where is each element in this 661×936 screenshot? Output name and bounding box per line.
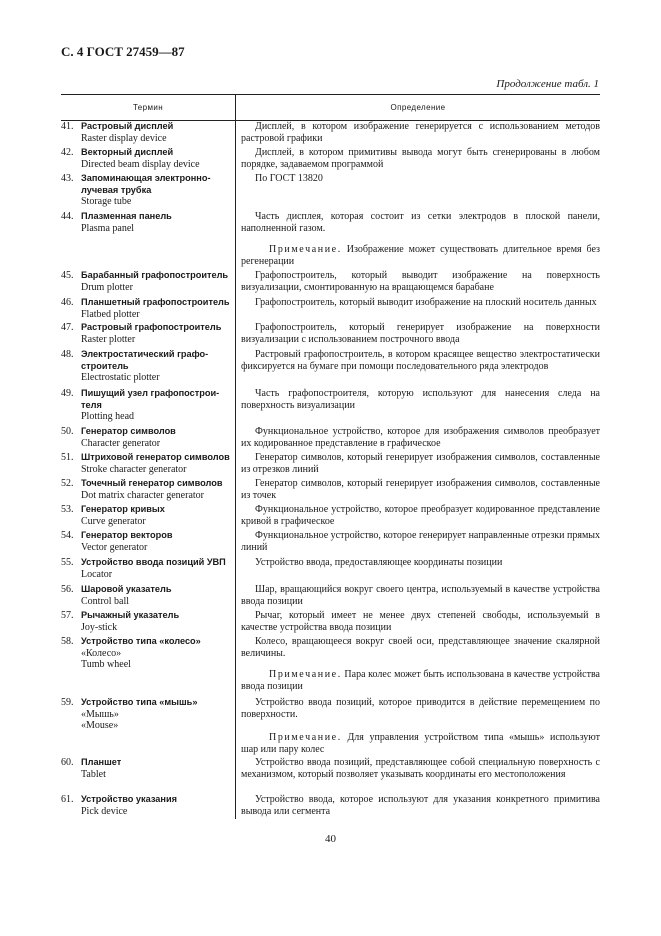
term-russian: Растровый графопостроитель <box>81 322 222 332</box>
term-cell <box>61 794 233 817</box>
term-russian: Планшетный графопостроитель <box>81 297 230 307</box>
term-english: Plasma panel <box>81 222 135 234</box>
definition-cell <box>241 147 600 170</box>
term-cell <box>61 270 233 293</box>
definition-text: Дисплей, в котором примитивы вывода могут быть сгенерированы в любом порядке, задаваемом программой <box>241 147 600 170</box>
term-cell <box>61 388 233 423</box>
definition-cell <box>241 478 600 501</box>
term-cell <box>61 697 233 732</box>
definition-text: Генератор символов, который генерирует изображения символов, составленные из точек <box>241 478 600 501</box>
term-english: Dot matrix character generator <box>81 489 204 501</box>
term-cell <box>61 584 233 607</box>
term-cell <box>61 636 233 671</box>
page-header: С. 4 ГОСТ 27459—87 <box>61 44 185 59</box>
definition-cell <box>241 504 600 527</box>
term-english-2: Tumb wheel <box>81 659 131 670</box>
term-number: 61. <box>61 794 74 805</box>
definition-text: Устройство ввода позиций, представляющее собой специальную поверхность с механизмом, который позволяет указывать координаты его местоположения <box>241 757 600 780</box>
note-label: Примечание. <box>269 732 342 743</box>
term-russian: Растровый дисплей <box>81 121 174 131</box>
term-english: Raster display device <box>81 132 167 144</box>
term-russian-cont: лучевая трубка <box>81 184 152 195</box>
definition-cell <box>241 584 600 607</box>
term-english: Plotting head <box>81 411 135 422</box>
definition-cell <box>241 757 600 780</box>
term-number: 53. <box>61 504 74 515</box>
column-header-term: Термин <box>61 95 236 120</box>
term-cell <box>61 557 233 580</box>
definition-note <box>241 669 600 692</box>
note-text: Изображение может существовать длительное время без регенерации <box>241 244 600 267</box>
continuation-label: Продолжение табл. 1 <box>496 78 599 90</box>
term-russian: Устройство типа «колесо» <box>81 636 201 646</box>
term-number: 54. <box>61 530 74 541</box>
definition-text: Часть графопостроителя, которую используют для нанесения следа на поверхность визуализации <box>241 388 600 411</box>
definition-cell <box>241 322 600 345</box>
definition-text: Колесо, вращающееся вокруг своей оси, представляющее значение скалярной величины. <box>241 636 600 659</box>
term-cell <box>61 349 233 384</box>
definition-text: Устройство ввода позиций, которое приводится в действие перемещением по поверхности. <box>241 697 600 720</box>
definition-cell <box>241 452 600 475</box>
term-cell <box>61 610 233 633</box>
term-english: Pick device <box>81 805 128 817</box>
definition-text: Графопостроитель, который выводит изображение на плоский носитель данных <box>255 297 597 308</box>
term-number: 48. <box>61 349 74 360</box>
column-header-definition: Определение <box>390 103 446 112</box>
definition-text: Шар, вращающийся вокруг своего центра, используемый в качестве устройства ввода позиции <box>241 584 600 607</box>
note-label: Примечание. <box>269 244 342 255</box>
term-russian: Электростатический графо- <box>81 349 209 359</box>
term-english: Curve generator <box>81 515 146 527</box>
term-russian: Рычажный указатель <box>81 610 180 620</box>
term-cell <box>61 478 233 501</box>
term-cell <box>61 211 233 234</box>
definition-cell <box>241 297 600 309</box>
terms-table-header <box>61 94 600 121</box>
definition-cell <box>241 697 601 755</box>
term-russian: Планшет <box>81 757 122 767</box>
term-russian: Устройство ввода позиций УВП <box>81 557 226 567</box>
definition-text: Генератор символов, который генерирует изображения символов, составленные из отрезков линий <box>241 452 600 475</box>
term-cell <box>61 322 233 345</box>
term-number: 41. <box>61 121 74 132</box>
term-english: Storage tube <box>81 196 132 207</box>
term-number: 43. <box>61 173 74 184</box>
term-english: Locator <box>81 568 113 580</box>
page-number: 40 <box>325 833 336 845</box>
column-divider <box>235 119 236 819</box>
term-russian: Устройство типа «мышь» <box>81 697 198 707</box>
term-number: 51. <box>61 452 74 463</box>
term-cell <box>61 452 233 475</box>
definition-cell <box>241 211 600 267</box>
term-number: 60. <box>61 757 74 768</box>
term-russian: Шаровой указатель <box>81 584 172 594</box>
term-english: Control ball <box>81 595 130 607</box>
definition-cell <box>241 121 600 144</box>
term-number: 47. <box>61 322 74 333</box>
definition-note <box>241 732 600 755</box>
term-number: 59. <box>61 697 74 708</box>
term-russian: Плазменная панель <box>81 211 172 221</box>
term-english: Tablet <box>81 768 106 780</box>
term-number: 52. <box>61 478 74 489</box>
definition-cell <box>241 636 600 692</box>
term-number: 45. <box>61 270 74 281</box>
term-english: Raster plotter <box>81 333 136 345</box>
term-russian: Пишущий узел графопострои- <box>81 388 220 398</box>
term-russian-cont: теля <box>81 399 102 410</box>
term-cell <box>61 147 233 170</box>
term-russian: Генератор кривых <box>81 504 165 514</box>
definition-cell <box>241 530 600 553</box>
definition-text: Функциональное устройство, которое генерирует направленные отрезки прямых линий <box>241 530 600 553</box>
definition-text: Часть дисплея, которая состоит из сетки электродов в плоской панели, наполненной газом. <box>241 211 600 234</box>
term-english: «Колесо» <box>81 647 122 659</box>
definition-text: По ГОСТ 13820 <box>255 173 323 184</box>
note-text: Пара колес может быть использована в качестве устройства ввода позиции <box>241 669 600 692</box>
term-cell <box>61 297 233 320</box>
term-english: Electrostatic plotter <box>81 372 160 383</box>
term-english: Joy-stick <box>81 621 118 633</box>
term-number: 46. <box>61 297 74 308</box>
definition-text: Графопостроитель, который выводит изображение на поверхность визуализации, смонтированную на вращающемся барабане <box>241 270 600 293</box>
term-number: 58. <box>61 636 74 647</box>
term-cell <box>61 530 233 553</box>
definition-text: Растровый графопостроитель, в котором красящее вещество электростатически фиксируется на бумаге при помощи последовательного ряда электродов <box>241 349 600 372</box>
term-number: 50. <box>61 426 74 437</box>
term-russian: Точечный генератор символов <box>81 478 223 488</box>
term-russian: Генератор символов <box>81 426 176 436</box>
term-cell <box>61 121 233 144</box>
definition-text: Устройство ввода, которое используют для указания конкретного примитива вывода или сегмента <box>241 794 600 817</box>
term-english: «Мышь» <box>81 708 119 720</box>
term-number: 42. <box>61 147 74 158</box>
definition-note <box>241 244 600 267</box>
term-english: Drum plotter <box>81 281 133 293</box>
term-cell <box>61 504 233 527</box>
definition-cell <box>241 426 600 449</box>
term-russian: Векторный дисплей <box>81 147 174 157</box>
term-english: Flatbed plotter <box>81 308 140 320</box>
term-cell <box>61 173 233 208</box>
term-number: 55. <box>61 557 74 568</box>
definition-text: Функциональное устройство, которое преобразует кодированное представление кривой в графическое <box>241 504 600 527</box>
term-english: Vector generator <box>81 541 148 553</box>
definition-text: Дисплей, в котором изображение генерируется с использованием методов растровой графики <box>241 121 600 144</box>
definition-cell <box>241 349 600 372</box>
term-english: Directed beam display device <box>81 158 200 170</box>
definition-cell <box>241 270 600 293</box>
term-russian: Генератор векторов <box>81 530 173 540</box>
note-text: Для управления устройством типа «мышь» используют шар или пару колес <box>241 732 601 755</box>
definition-text: Функциональное устройство, которое для изображения символов преобразует их кодированное представление в графическое <box>241 426 600 449</box>
term-number: 44. <box>61 211 74 222</box>
note-label: Примечание. <box>269 669 342 680</box>
definition-text: Рычаг, который имеет не менее двух степеней свободы, используемый в качестве устройства ввода позиции <box>241 610 600 633</box>
definition-cell <box>241 173 600 185</box>
definition-cell <box>241 610 600 633</box>
term-russian: Штриховой генератор символов <box>81 452 230 462</box>
definition-cell <box>241 388 600 411</box>
term-russian-cont: строитель <box>81 360 129 371</box>
term-english: Character generator <box>81 437 161 449</box>
definition-text: Графопостроитель, который генерирует изображение на поверхности визуализации с использованием построчного ввода <box>241 322 600 345</box>
definition-cell <box>241 557 600 569</box>
definition-cell <box>241 794 600 817</box>
term-number: 57. <box>61 610 74 621</box>
term-number: 56. <box>61 584 74 595</box>
term-number: 49. <box>61 388 74 399</box>
definition-text: Устройство ввода, предоставляющее координаты позиции <box>255 557 503 568</box>
term-russian: Барабанный графопостроитель <box>81 270 229 280</box>
term-english-2: «Mouse» <box>81 720 119 731</box>
term-english: Stroke character generator <box>81 463 187 475</box>
term-cell <box>61 757 233 780</box>
term-russian: Запоминающая электронно- <box>81 173 211 183</box>
term-russian: Устройство указания <box>81 794 177 804</box>
term-cell <box>61 426 233 449</box>
